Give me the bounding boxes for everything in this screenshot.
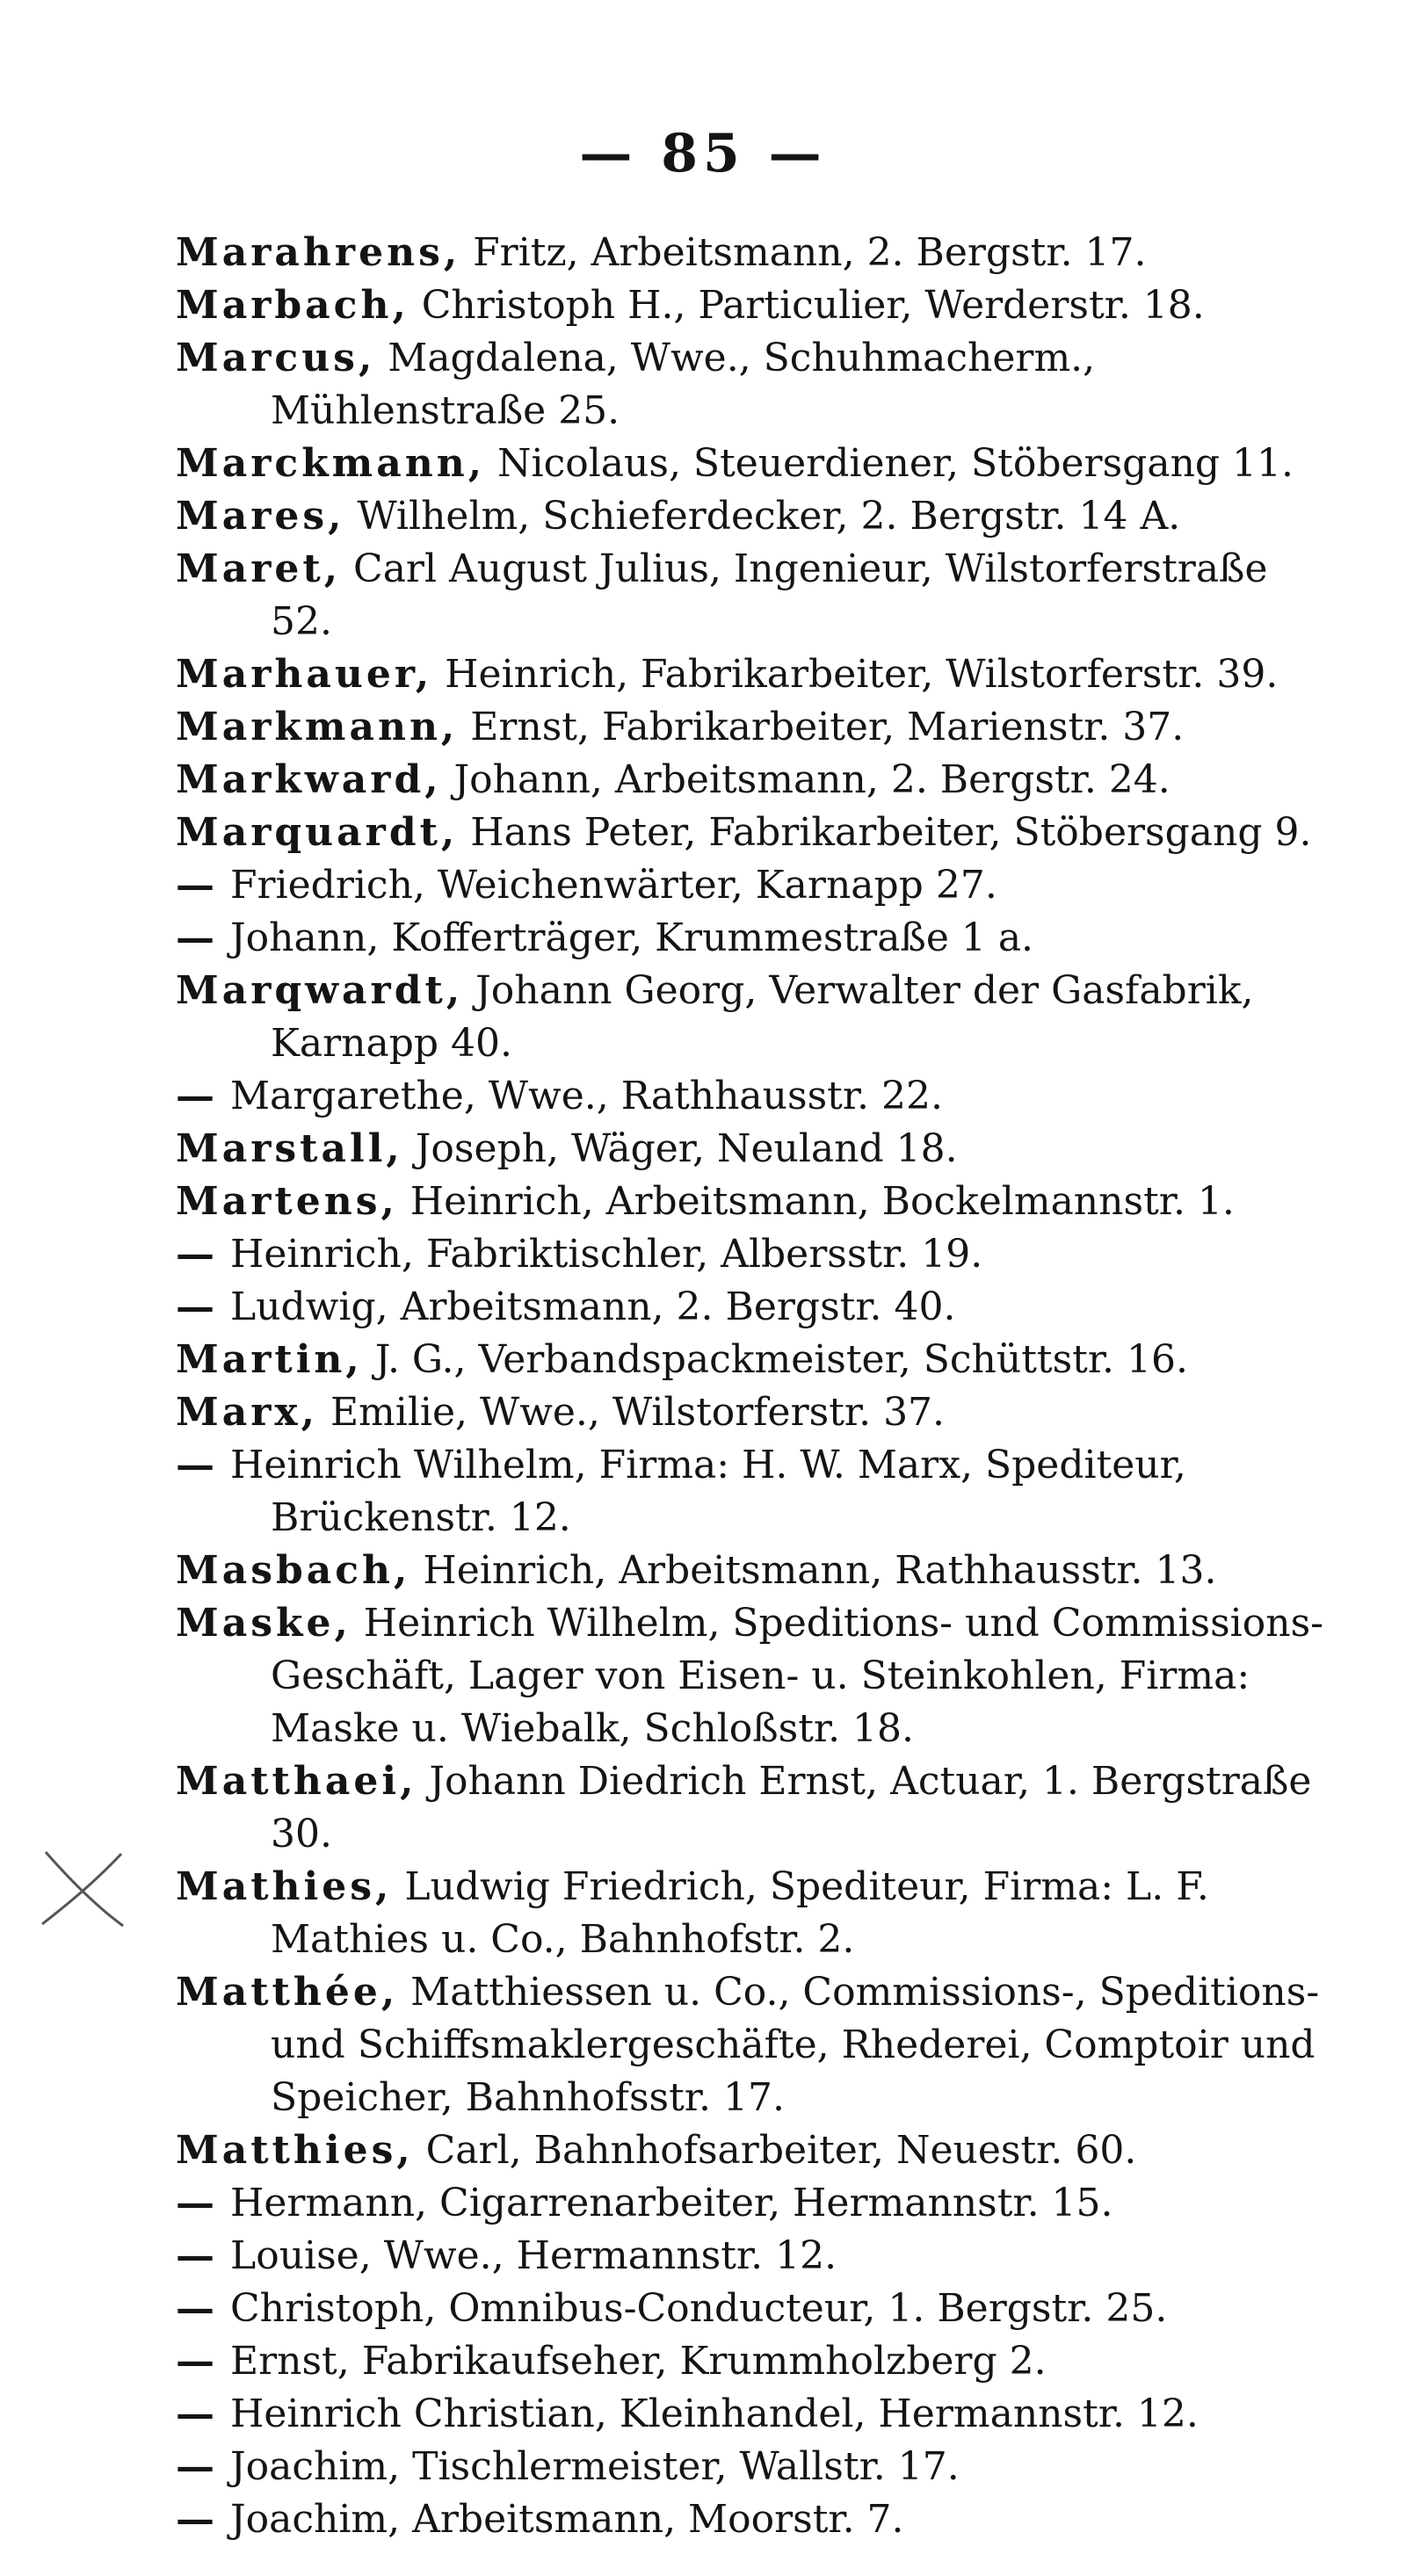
entry-details: Johann Diedrich Ernst, Actuar, 1. Bergstraße 30. xyxy=(271,1759,1312,1856)
entry-dash: — xyxy=(176,2444,218,2489)
entry-details: Johann, Arbeitsmann, 2. Bergstr. 24. xyxy=(441,757,1170,802)
entry-dash: — xyxy=(176,2497,218,2542)
entry-details: Heinrich, Fabrikarbeiter, Wilstorferstr. 39. xyxy=(432,652,1279,697)
entry-name: Maret, xyxy=(176,546,342,591)
list-item xyxy=(176,1755,1336,1861)
entry-name: Marhauer, xyxy=(176,652,433,697)
list-item xyxy=(176,1334,1336,1386)
list-item xyxy=(176,2124,1336,2177)
list-item xyxy=(176,2388,1336,2441)
entry-details: Heinrich, Fabriktischler, Albersstr. 19. xyxy=(218,1232,983,1277)
entry-details: Heinrich Wilhelm, Speditions- und Commissions-Geschäft, Lager von Eisen- u. Steinkohlen, Firma: Maske u. Wiebalk, Schloßstr. 18. xyxy=(271,1601,1324,1751)
entry-name: Matthée, xyxy=(176,1970,399,2015)
list-item xyxy=(176,965,1336,1070)
list-item xyxy=(176,1176,1336,1228)
entry-dash: — xyxy=(176,1284,218,1329)
list-item xyxy=(176,543,1336,648)
entry-details: Heinrich Christian, Kleinhandel, Hermannstr. 12. xyxy=(218,2391,1199,2436)
list-item xyxy=(176,332,1336,438)
entry-details: Joachim, Arbeitsmann, Moorstr. 7. xyxy=(218,2497,904,2542)
list-item xyxy=(176,227,1336,279)
entry-name: Markward, xyxy=(176,757,442,802)
list-item xyxy=(176,807,1336,859)
entry-details: Johann, Kofferträger, Krummestraße 1 a. xyxy=(218,915,1034,960)
entry-details: Matthiessen u. Co., Commissions-, Speditions- und Schiffsmaklergeschäfte, Rhederei, Comptoir und Speicher, Bahnhofsstr. 17. xyxy=(271,1970,1320,2120)
entry-dash: — xyxy=(176,2181,218,2225)
list-item xyxy=(176,2177,1336,2230)
entry-details: Emilie, Wwe., Wilstorferstr. 37. xyxy=(317,1390,946,1435)
list-item xyxy=(176,754,1336,807)
entry-details: Ernst, Fabrikaufseher, Krummholzberg 2. xyxy=(218,2339,1047,2384)
list-item xyxy=(176,2493,1336,2546)
entry-dash: — xyxy=(176,1443,218,1487)
entry-details: Carl, Bahnhofsarbeiter, Neuestr. 60. xyxy=(413,2128,1137,2173)
pencil-x-mark xyxy=(35,1845,132,1933)
entry-name: Matthaei, xyxy=(176,1759,417,1804)
entry-name: Marcus, xyxy=(176,336,376,380)
list-item xyxy=(176,1123,1336,1176)
entry-details: Heinrich, Arbeitsmann, Bockelmannstr. 1. xyxy=(397,1179,1235,1224)
entry-name: Martens, xyxy=(176,1179,398,1224)
list-item xyxy=(176,1281,1336,1334)
entry-details: Friedrich, Weichenwärter, Karnapp 27. xyxy=(218,863,997,908)
entry-name: Marahrens, xyxy=(176,230,461,275)
entry-details: Hans Peter, Fabrikarbeiter, Stöbersgang 9. xyxy=(458,810,1312,855)
entry-details: Ludwig, Arbeitsmann, 2. Bergstr. 40. xyxy=(218,1284,956,1329)
list-item xyxy=(176,438,1336,490)
list-item xyxy=(176,279,1336,332)
list-item xyxy=(176,648,1336,701)
entry-dash: — xyxy=(176,2391,218,2436)
list-item xyxy=(176,1966,1336,2124)
entry-details: Heinrich Wilhelm, Firma: H. W. Marx, Spediteur, Brückenstr. 12. xyxy=(218,1443,1186,1540)
entry-dash: — xyxy=(176,2339,218,2384)
list-item xyxy=(176,2230,1336,2283)
entry-details: J. G., Verbandspackmeister, Schüttstr. 16. xyxy=(362,1337,1189,1382)
entry-name: Marbach, xyxy=(176,283,409,328)
entry-details: Joachim, Tischlermeister, Wallstr. 17. xyxy=(218,2444,960,2489)
list-item xyxy=(176,1861,1336,1966)
list-item xyxy=(176,2283,1336,2335)
entry-name: Marqwardt, xyxy=(176,968,464,1013)
list-item xyxy=(176,912,1336,965)
entry-name: Marstall, xyxy=(176,1126,403,1171)
list-item xyxy=(176,701,1336,754)
list-item xyxy=(176,859,1336,912)
list-item xyxy=(176,1439,1336,1545)
entry-details: Carl August Julius, Ingenieur, Wilstorferstraße 52. xyxy=(271,546,1268,644)
entry-name: Mares, xyxy=(176,494,345,539)
entry-details: Fritz, Arbeitsmann, 2. Bergstr. 17. xyxy=(460,230,1147,275)
entry-name: Marckmann, xyxy=(176,441,486,486)
entry-name: Maske, xyxy=(176,1601,352,1646)
list-item xyxy=(176,1228,1336,1281)
entry-details: Nicolaus, Steuerdiener, Stöbersgang 11. xyxy=(485,441,1294,486)
entry-list xyxy=(176,227,1336,2546)
entry-name: Mathies, xyxy=(176,1864,393,1909)
entry-details: Heinrich, Arbeitsmann, Rathhausstr. 13. xyxy=(410,1548,1217,1593)
list-item xyxy=(176,490,1336,543)
entry-details: Wilhelm, Schieferdecker, 2. Bergstr. 14 A. xyxy=(344,494,1181,539)
list-item xyxy=(176,2335,1336,2388)
entry-details: Christoph H., Particulier, Werderstr. 18. xyxy=(409,283,1205,328)
entry-details: Johann Georg, Verwalter der Gasfabrik, Karnapp 40. xyxy=(271,968,1254,1066)
entry-details: Margarethe, Wwe., Rathhausstr. 22. xyxy=(218,1074,943,1118)
entry-details: Ernst, Fabrikarbeiter, Marienstr. 37. xyxy=(458,705,1185,749)
entry-dash: — xyxy=(176,863,218,908)
entry-name: Masbach, xyxy=(176,1548,411,1593)
entry-details: Ludwig Friedrich, Spediteur, Firma: L. F. Mathies u. Co., Bahnhofstr. 2. xyxy=(271,1864,1209,1962)
entry-dash: — xyxy=(176,2233,218,2278)
entry-dash: — xyxy=(176,1074,218,1118)
entry-details: Louise, Wwe., Hermannstr. 12. xyxy=(218,2233,837,2278)
entry-details: Magdalena, Wwe., Schuhmacherm., Mühlenstraße 25. xyxy=(271,336,1096,433)
entry-details: Hermann, Cigarrenarbeiter, Hermannstr. 15. xyxy=(218,2181,1113,2225)
list-item xyxy=(176,2441,1336,2493)
entry-name: Matthies, xyxy=(176,2128,414,2173)
entry-details: Christoph, Omnibus-Conducteur, 1. Bergstr. 25. xyxy=(218,2286,1168,2331)
entry-details: Joseph, Wäger, Neuland 18. xyxy=(402,1126,958,1171)
entry-name: Marx, xyxy=(176,1390,318,1435)
entry-name: Martin, xyxy=(176,1337,363,1382)
list-item xyxy=(176,1597,1336,1755)
list-item xyxy=(176,1070,1336,1123)
list-item xyxy=(176,1545,1336,1597)
list-item xyxy=(176,1386,1336,1439)
entry-dash: — xyxy=(176,2286,218,2331)
entry-dash: — xyxy=(176,1232,218,1277)
entry-name: Markmann, xyxy=(176,705,459,749)
entry-name: Marquardt, xyxy=(176,810,459,855)
page-number: — 85 — xyxy=(579,123,827,185)
entry-dash: — xyxy=(176,915,218,960)
